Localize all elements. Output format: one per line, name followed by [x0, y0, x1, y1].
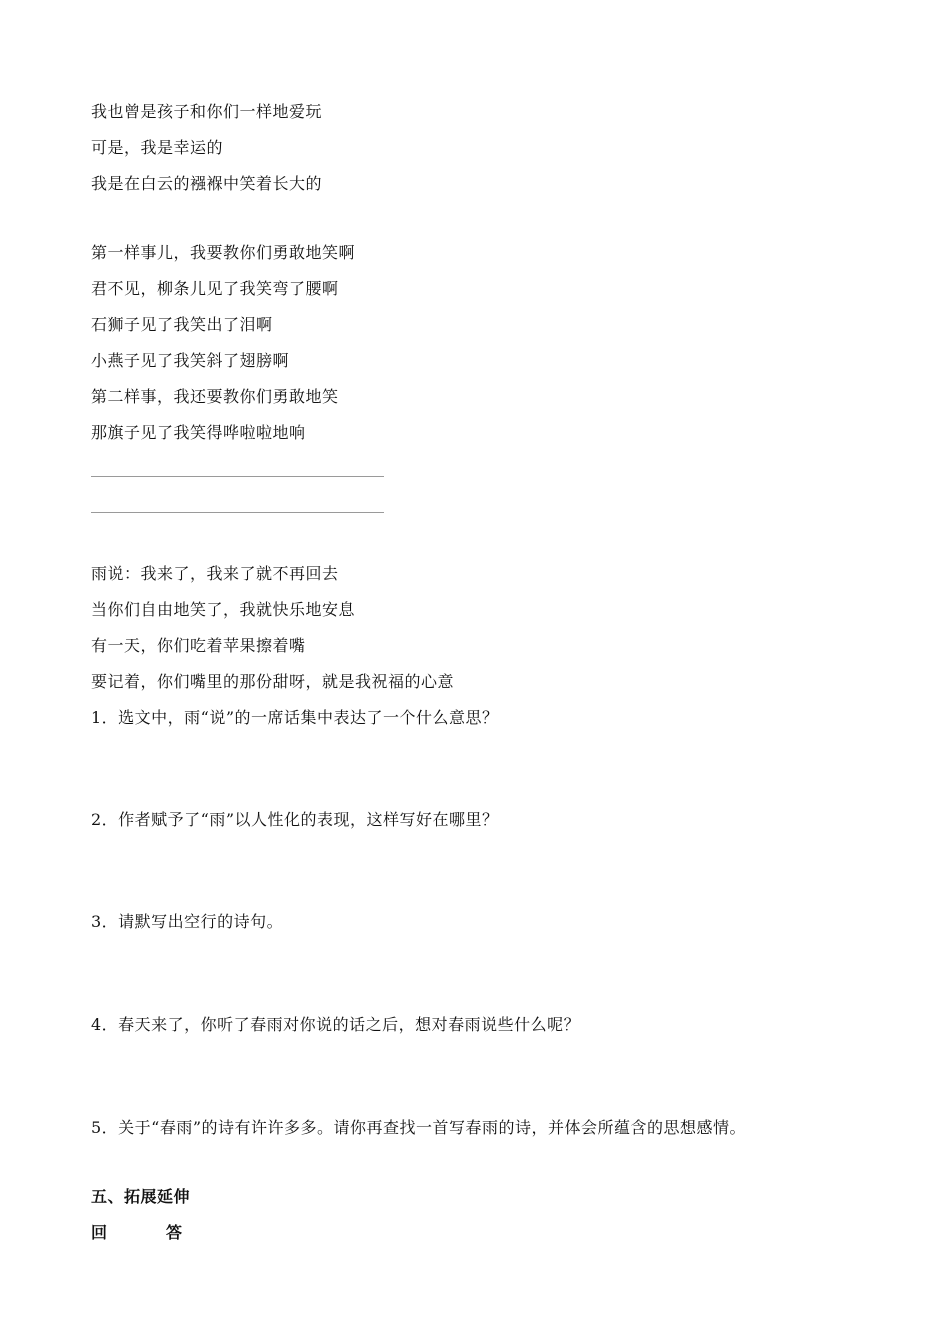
poem-line: 我是在白云的襁褓中笑着长大的	[91, 174, 323, 193]
question-5: 5．关于“春雨”的诗有许许多多。请你再查找一首写春雨的诗，并体会所蕴含的思想感情。	[91, 1118, 747, 1137]
blank-answer-line[interactable]	[91, 476, 384, 477]
poem-line: 君不见，柳条儿见了我笑弯了腰啊	[91, 279, 339, 298]
poem-line: 那旗子见了我笑得哗啦啦地响	[91, 423, 306, 442]
subheading-char: 答	[166, 1223, 183, 1242]
question-3: 3．请默写出空行的诗句。	[91, 912, 284, 931]
poem-line: 有一天，你们吃着苹果擦着嘴	[91, 636, 306, 655]
subheading-char: 回	[91, 1223, 108, 1242]
question-4: 4．春天来了，你听了春雨对你说的话之后，想对春雨说些什么呢？	[91, 1015, 581, 1034]
blank-answer-line[interactable]	[91, 512, 384, 513]
poem-line: 小燕子见了我笑斜了翅膀啊	[91, 351, 290, 370]
poem-line: 第二样事，我还要教你们勇敢地笑	[91, 387, 339, 406]
section-heading: 五、拓展延伸	[91, 1187, 191, 1206]
poem-line: 雨说：我来了，我来了就不再回去	[91, 564, 339, 583]
poem-line: 要记着，你们嘴里的那份甜呀，就是我祝福的心意	[91, 672, 455, 691]
poem-line: 可是，我是幸运的	[91, 138, 224, 157]
question-2: 2．作者赋予了“雨”以人性化的表现，这样写好在哪里？	[91, 810, 499, 829]
question-1: 1．选文中，雨“说”的一席话集中表达了一个什么意思？	[91, 708, 499, 727]
poem-line: 第一样事儿，我要教你们勇敢地笑啊	[91, 243, 356, 262]
poem-line: 石狮子见了我笑出了泪啊	[91, 315, 273, 334]
poem-line: 当你们自由地笑了，我就快乐地安息	[91, 600, 356, 619]
poem-line: 我也曾是孩子和你们一样地爱玩	[91, 102, 323, 121]
